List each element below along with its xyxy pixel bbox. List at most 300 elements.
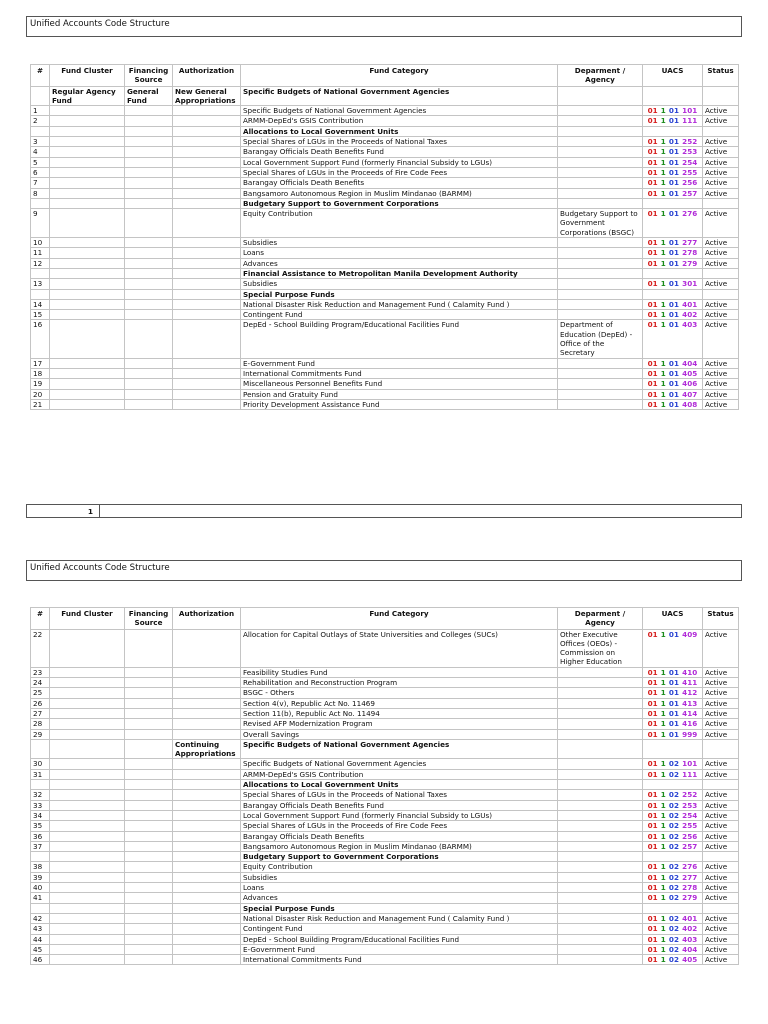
financing-source-cell <box>125 913 173 923</box>
uacs-code-cell <box>643 299 703 309</box>
fund-category-cell: Overall Savings <box>241 729 558 739</box>
agency-cell <box>558 780 643 790</box>
uacs-segment: 01 <box>668 389 680 399</box>
table-body <box>31 629 739 965</box>
uacs-segment: 02 <box>668 883 680 893</box>
uacs-segment: 01 <box>647 872 658 882</box>
fund-cluster-cell <box>50 780 125 790</box>
fund-cluster-cell <box>50 279 125 289</box>
uacs-segment: 01 <box>668 729 680 739</box>
uacs-segment: 01 <box>647 258 658 268</box>
status-cell: Active <box>703 310 739 320</box>
uacs-code-cell <box>643 698 703 708</box>
row-number: 38 <box>31 862 50 872</box>
uacs-segment: 999 <box>682 729 698 739</box>
uacs-segment: 1 <box>660 719 666 729</box>
status-cell: Active <box>703 821 739 831</box>
uacs-segment: 279 <box>682 893 698 903</box>
section-header-row <box>31 198 739 208</box>
uacs-code-cell <box>643 944 703 954</box>
fund-cluster-cell <box>50 698 125 708</box>
agency-cell <box>558 106 643 116</box>
agency-cell <box>558 279 643 289</box>
table-row <box>31 238 739 248</box>
uacs-segment: 02 <box>668 872 680 882</box>
fund-category-cell: Special Shares of LGUs in the Proceeds of Fire Code Fees <box>241 167 558 177</box>
status-cell: Active <box>703 729 739 739</box>
status-cell: Active <box>703 893 739 903</box>
uacs-segment: 410 <box>682 667 698 677</box>
uacs-code-cell <box>643 759 703 769</box>
row-number: 23 <box>31 667 50 677</box>
fund-cluster-cell <box>50 299 125 309</box>
status-cell <box>703 903 739 913</box>
uacs-code-cell <box>643 167 703 177</box>
uacs-code-cell <box>643 790 703 800</box>
uacs-segment: 02 <box>668 810 680 820</box>
status-cell <box>703 852 739 862</box>
page-footer <box>26 504 742 518</box>
uacs-segment: 02 <box>668 821 680 831</box>
uacs-segment: 02 <box>668 924 680 934</box>
uacs-segment: 413 <box>682 698 698 708</box>
status-cell: Active <box>703 147 739 157</box>
col-header-agency: Deparment / Agency <box>558 608 643 630</box>
fund-category-cell: Bangsamoro Autonomous Region in Muslim Mindanao (BARMM) <box>241 188 558 198</box>
authorization-cell <box>173 379 241 389</box>
fund-category-cell: Subsidies <box>241 279 558 289</box>
row-number: 20 <box>31 389 50 399</box>
uacs-segment: 01 <box>647 913 658 923</box>
uacs-code-cell <box>643 852 703 862</box>
fund-category-cell: Special Shares of LGUs in the Proceeds of National Taxes <box>241 790 558 800</box>
fund-cluster-cell <box>50 821 125 831</box>
table-row <box>31 719 739 729</box>
authorization-cell <box>173 903 241 913</box>
uacs-table-page-1 <box>30 64 739 410</box>
document-title: Unified Accounts Code Structure <box>30 563 170 573</box>
financing-source-cell <box>125 137 173 147</box>
fund-cluster-cell <box>50 708 125 718</box>
status-cell: Active <box>703 379 739 389</box>
uacs-segment: 01 <box>668 209 680 219</box>
uacs-segment: 1 <box>660 698 666 708</box>
table-row <box>31 841 739 851</box>
uacs-segment: 1 <box>660 893 666 903</box>
financing-source-cell <box>125 279 173 289</box>
fund-category-cell: Equity Contribution <box>241 862 558 872</box>
uacs-segment: 1 <box>660 831 666 841</box>
agency-cell <box>558 147 643 157</box>
fund-category-cell: Special Shares of LGUs in the Proceeds of National Taxes <box>241 137 558 147</box>
uacs-code-cell <box>643 238 703 248</box>
row-number <box>31 126 50 136</box>
uacs-segment: 404 <box>682 358 698 368</box>
status-cell: Active <box>703 831 739 841</box>
uacs-segment: 01 <box>668 238 680 248</box>
col-header-status: Status <box>703 608 739 630</box>
uacs-segment: 1 <box>660 389 666 399</box>
agency-cell <box>558 739 643 759</box>
financing-source-cell <box>125 769 173 779</box>
fund-cluster-cell <box>50 688 125 698</box>
uacs-segment: 255 <box>682 167 698 177</box>
uacs-segment: 1 <box>660 188 666 198</box>
row-number: 27 <box>31 708 50 718</box>
table-row <box>31 116 739 126</box>
financing-source-cell <box>125 872 173 882</box>
uacs-code-cell <box>643 310 703 320</box>
fund-category-cell: Pension and Gratuity Fund <box>241 389 558 399</box>
financing-source-cell <box>125 821 173 831</box>
financing-source-cell <box>125 852 173 862</box>
row-number: 41 <box>31 893 50 903</box>
uacs-segment: 1 <box>660 729 666 739</box>
table-row <box>31 944 739 954</box>
status-cell <box>703 289 739 299</box>
agency-cell <box>558 698 643 708</box>
uacs-segment: 1 <box>660 667 666 677</box>
uacs-segment: 277 <box>682 238 698 248</box>
uacs-code-cell <box>643 955 703 965</box>
uacs-segment: 111 <box>682 116 698 126</box>
uacs-segment: 01 <box>647 188 658 198</box>
status-cell: Active <box>703 320 739 358</box>
row-number: 17 <box>31 358 50 368</box>
uacs-segment: 1 <box>660 178 666 188</box>
table-row <box>31 399 739 409</box>
uacs-code-cell <box>643 872 703 882</box>
table-row <box>31 358 739 368</box>
agency-cell <box>558 708 643 718</box>
fund-category-cell: Feasibility Studies Fund <box>241 667 558 677</box>
uacs-segment: 301 <box>682 279 698 289</box>
uacs-code-cell <box>643 924 703 934</box>
row-number: 37 <box>31 841 50 851</box>
uacs-segment: 02 <box>668 831 680 841</box>
uacs-code-cell <box>643 379 703 389</box>
authorization-cell <box>173 893 241 903</box>
row-number: 9 <box>31 209 50 238</box>
section-header-row <box>31 268 739 278</box>
fund-cluster-cell <box>50 800 125 810</box>
uacs-segment: 101 <box>682 759 698 769</box>
fund-cluster-cell <box>50 258 125 268</box>
table-row <box>31 769 739 779</box>
uacs-segment: 416 <box>682 719 698 729</box>
financing-source-cell <box>125 209 173 238</box>
row-number: 35 <box>31 821 50 831</box>
uacs-code-cell <box>643 209 703 238</box>
table-row <box>31 800 739 810</box>
section-header-row <box>31 780 739 790</box>
status-cell: Active <box>703 955 739 965</box>
agency-cell <box>558 299 643 309</box>
page-header <box>26 16 742 37</box>
agency-cell <box>558 729 643 739</box>
uacs-segment: 02 <box>668 862 680 872</box>
col-header-number: # <box>31 65 50 87</box>
uacs-segment: 01 <box>647 810 658 820</box>
agency-cell <box>558 368 643 378</box>
uacs-segment: 01 <box>647 800 658 810</box>
uacs-segment: 401 <box>682 913 698 923</box>
financing-source-cell <box>125 258 173 268</box>
col-header-uacs: UACS <box>643 65 703 87</box>
status-cell: Active <box>703 368 739 378</box>
authorization-cell <box>173 769 241 779</box>
uacs-segment: 1 <box>660 955 666 965</box>
fund-cluster-cell <box>50 198 125 208</box>
uacs-segment: 252 <box>682 790 698 800</box>
uacs-segment: 412 <box>682 688 698 698</box>
uacs-segment: 111 <box>682 769 698 779</box>
authorization-cell <box>173 629 241 667</box>
uacs-segment: 01 <box>647 708 658 718</box>
status-cell: Active <box>703 810 739 820</box>
agency-cell <box>558 790 643 800</box>
row-number: 30 <box>31 759 50 769</box>
agency-cell <box>558 268 643 278</box>
uacs-code-cell <box>643 178 703 188</box>
authorization-cell <box>173 852 241 862</box>
fund-cluster-cell <box>50 903 125 913</box>
uacs-segment: 02 <box>668 913 680 923</box>
page-header <box>26 560 742 581</box>
uacs-segment: 01 <box>647 955 658 965</box>
uacs-segment: 1 <box>660 913 666 923</box>
uacs-segment: 253 <box>682 147 698 157</box>
fund-category-cell: Barangay Officials Death Benefits <box>241 178 558 188</box>
uacs-code-cell <box>643 147 703 157</box>
financing-source-cell <box>125 800 173 810</box>
authorization-cell <box>173 299 241 309</box>
status-cell <box>703 126 739 136</box>
authorization-cell <box>173 358 241 368</box>
uacs-segment: 257 <box>682 188 698 198</box>
uacs-segment: 405 <box>682 955 698 965</box>
status-cell: Active <box>703 106 739 116</box>
table-row <box>31 688 739 698</box>
financing-source-cell <box>125 178 173 188</box>
col-header-number: # <box>31 608 50 630</box>
uacs-code-cell <box>643 399 703 409</box>
uacs-segment: 01 <box>668 708 680 718</box>
agency-cell <box>558 289 643 299</box>
uacs-segment: 1 <box>660 238 666 248</box>
financing-source-cell <box>125 198 173 208</box>
table-row <box>31 698 739 708</box>
uacs-segment: 402 <box>682 310 698 320</box>
row-number <box>31 739 50 759</box>
row-number: 3 <box>31 137 50 147</box>
col-header-uacs: UACS <box>643 608 703 630</box>
uacs-code-cell <box>643 368 703 378</box>
agency-cell <box>558 678 643 688</box>
table-row <box>31 729 739 739</box>
fund-cluster-cell <box>50 790 125 800</box>
uacs-segment: 01 <box>647 389 658 399</box>
uacs-segment: 277 <box>682 872 698 882</box>
financing-source-cell <box>125 147 173 157</box>
fund-category-cell: Allocations to Local Government Units <box>241 126 558 136</box>
row-number: 1 <box>31 106 50 116</box>
financing-source-cell <box>125 678 173 688</box>
row-number: 36 <box>31 831 50 841</box>
agency-cell <box>558 688 643 698</box>
authorization-cell: Continuing Appropriations <box>173 739 241 759</box>
table-row <box>31 209 739 238</box>
section-header-row <box>31 903 739 913</box>
status-cell: Active <box>703 800 739 810</box>
fund-cluster-cell <box>50 248 125 258</box>
row-number: 46 <box>31 955 50 965</box>
authorization-cell: New General Appropriations <box>173 86 241 106</box>
authorization-cell <box>173 667 241 677</box>
uacs-code-cell <box>643 934 703 944</box>
agency-cell <box>558 800 643 810</box>
uacs-segment: 01 <box>647 116 658 126</box>
row-number: 32 <box>31 790 50 800</box>
row-number: 42 <box>31 913 50 923</box>
financing-source-cell <box>125 629 173 667</box>
fund-cluster-cell <box>50 883 125 893</box>
fund-category-cell: Loans <box>241 883 558 893</box>
financing-source-cell <box>125 310 173 320</box>
agency-cell <box>558 310 643 320</box>
col-header-fund-cluster: Fund Cluster <box>50 65 125 87</box>
uacs-segment: 01 <box>668 116 680 126</box>
uacs-segment: 1 <box>660 310 666 320</box>
fund-cluster-cell <box>50 320 125 358</box>
uacs-segment: 403 <box>682 934 698 944</box>
row-number: 31 <box>31 769 50 779</box>
section-header-row <box>31 739 739 759</box>
uacs-segment: 01 <box>647 629 658 639</box>
fund-category-cell: International Commitments Fund <box>241 368 558 378</box>
section-header-row <box>31 852 739 862</box>
authorization-cell <box>173 708 241 718</box>
uacs-segment: 1 <box>660 841 666 851</box>
uacs-code-cell <box>643 358 703 368</box>
fund-category-cell: Specific Budgets of National Government Agencies <box>241 759 558 769</box>
row-number: 45 <box>31 944 50 954</box>
authorization-cell <box>173 258 241 268</box>
authorization-cell <box>173 106 241 116</box>
uacs-segment: 02 <box>668 790 680 800</box>
uacs-code-cell <box>643 86 703 106</box>
status-cell: Active <box>703 137 739 147</box>
table-body <box>31 86 739 410</box>
agency-cell <box>558 126 643 136</box>
authorization-cell <box>173 389 241 399</box>
row-number: 28 <box>31 719 50 729</box>
status-cell: Active <box>703 769 739 779</box>
uacs-segment: 1 <box>660 629 666 639</box>
authorization-cell <box>173 310 241 320</box>
fund-category-cell: ARMM-DepEd's GSIS Contribution <box>241 116 558 126</box>
table-row <box>31 821 739 831</box>
authorization-cell <box>173 368 241 378</box>
row-number: 4 <box>31 147 50 157</box>
uacs-segment: 01 <box>647 178 658 188</box>
uacs-code-cell <box>643 831 703 841</box>
uacs-segment: 01 <box>668 310 680 320</box>
agency-cell <box>558 379 643 389</box>
row-number: 25 <box>31 688 50 698</box>
fund-cluster-cell <box>50 893 125 903</box>
fund-cluster-cell <box>50 852 125 862</box>
fund-cluster-cell <box>50 841 125 851</box>
fund-category-cell: Local Government Support Fund (formerly Financial Subsidy to LGUs) <box>241 157 558 167</box>
agency-cell <box>558 358 643 368</box>
row-number: 29 <box>31 729 50 739</box>
fund-category-cell: National Disaster Risk Reduction and Management Fund ( Calamity Fund ) <box>241 913 558 923</box>
financing-source-cell <box>125 688 173 698</box>
uacs-segment: 01 <box>668 379 680 389</box>
table-header <box>31 65 739 87</box>
authorization-cell <box>173 399 241 409</box>
fund-cluster-cell <box>50 934 125 944</box>
financing-source-cell <box>125 810 173 820</box>
uacs-segment: 254 <box>682 157 698 167</box>
financing-source-cell <box>125 780 173 790</box>
row-number: 10 <box>31 238 50 248</box>
uacs-segment: 1 <box>660 883 666 893</box>
uacs-segment: 01 <box>647 358 658 368</box>
fund-cluster-cell <box>50 810 125 820</box>
uacs-segment: 1 <box>660 248 666 258</box>
financing-source-cell <box>125 698 173 708</box>
uacs-segment: 01 <box>647 769 658 779</box>
fund-cluster-cell <box>50 872 125 882</box>
authorization-cell <box>173 719 241 729</box>
uacs-code-cell <box>643 116 703 126</box>
uacs-segment: 01 <box>668 188 680 198</box>
row-number: 6 <box>31 167 50 177</box>
agency-cell <box>558 955 643 965</box>
authorization-cell <box>173 248 241 258</box>
fund-cluster-cell <box>50 188 125 198</box>
uacs-segment: 01 <box>647 729 658 739</box>
uacs-segment: 02 <box>668 759 680 769</box>
uacs-segment: 02 <box>668 841 680 851</box>
status-cell: Active <box>703 188 739 198</box>
uacs-code-cell <box>643 389 703 399</box>
authorization-cell <box>173 810 241 820</box>
uacs-segment: 1 <box>660 790 666 800</box>
authorization-cell <box>173 913 241 923</box>
financing-source-cell <box>125 188 173 198</box>
status-cell: Active <box>703 790 739 800</box>
section-header-row <box>31 289 739 299</box>
uacs-code-cell <box>643 678 703 688</box>
status-cell: Active <box>703 389 739 399</box>
fund-category-cell: Section 4(v), Republic Act No. 11469 <box>241 698 558 708</box>
uacs-code-cell <box>643 729 703 739</box>
uacs-segment: 02 <box>668 800 680 810</box>
fund-cluster-cell <box>50 399 125 409</box>
fund-category-cell: Rehabilitation and Reconstruction Program <box>241 678 558 688</box>
authorization-cell <box>173 821 241 831</box>
uacs-segment: 01 <box>647 310 658 320</box>
status-cell: Active <box>703 258 739 268</box>
status-cell: Active <box>703 883 739 893</box>
row-number: 39 <box>31 872 50 882</box>
status-cell: Active <box>703 399 739 409</box>
authorization-cell <box>173 780 241 790</box>
fund-category-cell: E-Government Fund <box>241 358 558 368</box>
